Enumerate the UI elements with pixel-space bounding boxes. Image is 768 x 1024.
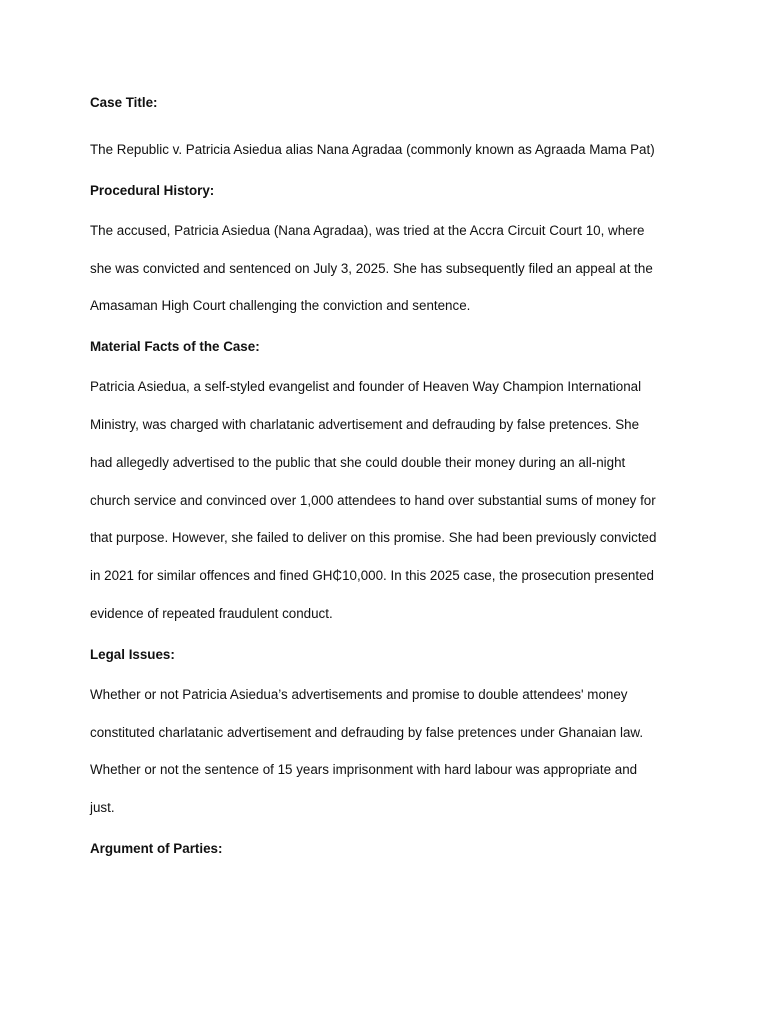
paragraph-procedural-history	[90, 212, 690, 325]
text-line: The accused, Patricia Asiedua (Nana Agradaa), was tried at the Accra Circuit Court 10, where	[90, 222, 645, 238]
paragraph-material-facts	[90, 368, 690, 633]
heading-case-title: Case Title:	[90, 95, 158, 110]
text-line: Patricia Asiedua, a self-styled evangelist and founder of Heaven Way Champion International	[90, 379, 642, 395]
text-line: in 2021 for similar offences and fined GH₵10,000. In this 2025 case, the prosecution presented	[90, 568, 654, 584]
text-line: church service and convinced over 1,000 attendees to hand over substantial sums of money for	[90, 492, 656, 508]
paragraph-legal-issues	[90, 676, 690, 827]
heading-procedural-history: Procedural History:	[90, 182, 215, 198]
text-line: evidence of repeated fraudulent conduct.	[90, 605, 333, 621]
text-line: that purpose. However, she failed to deliver on this promise. She had been previously convicted	[90, 530, 657, 546]
paragraph-case-title	[90, 131, 690, 169]
text-line: constituted charlatanic advertisement and defrauding by false pretences under Ghanaian law.	[90, 724, 644, 740]
text-line: Amasaman High Court challenging the conviction and sentence.	[90, 298, 471, 314]
text-line: just.	[90, 800, 115, 816]
document-body	[90, 92, 690, 860]
text-line: The Republic v. Patricia Asiedua alias Nana Agradaa (commonly known as Agraada Mama Pat)	[90, 142, 655, 157]
text-line: Whether or not the sentence of 15 years imprisonment with hard labour was appropriate and	[90, 762, 638, 778]
heading-material-facts: Material Facts of the Case:	[90, 339, 260, 355]
text-line: she was convicted and sentenced on July 3, 2025. She has subsequently filed an appeal at the	[90, 260, 653, 276]
text-line: Ministry, was charged with charlatanic advertisement and defrauding by false pretences. She	[90, 416, 640, 432]
text-line: had allegedly advertised to the public that she could double their money during an all-night	[90, 454, 626, 470]
heading-legal-issues: Legal Issues:	[90, 646, 175, 662]
text-line: Whether or not Patricia Asiedua’s advertisements and promise to double attendees' money	[90, 686, 628, 702]
heading-argument-of-parties: Argument of Parties:	[90, 840, 223, 856]
